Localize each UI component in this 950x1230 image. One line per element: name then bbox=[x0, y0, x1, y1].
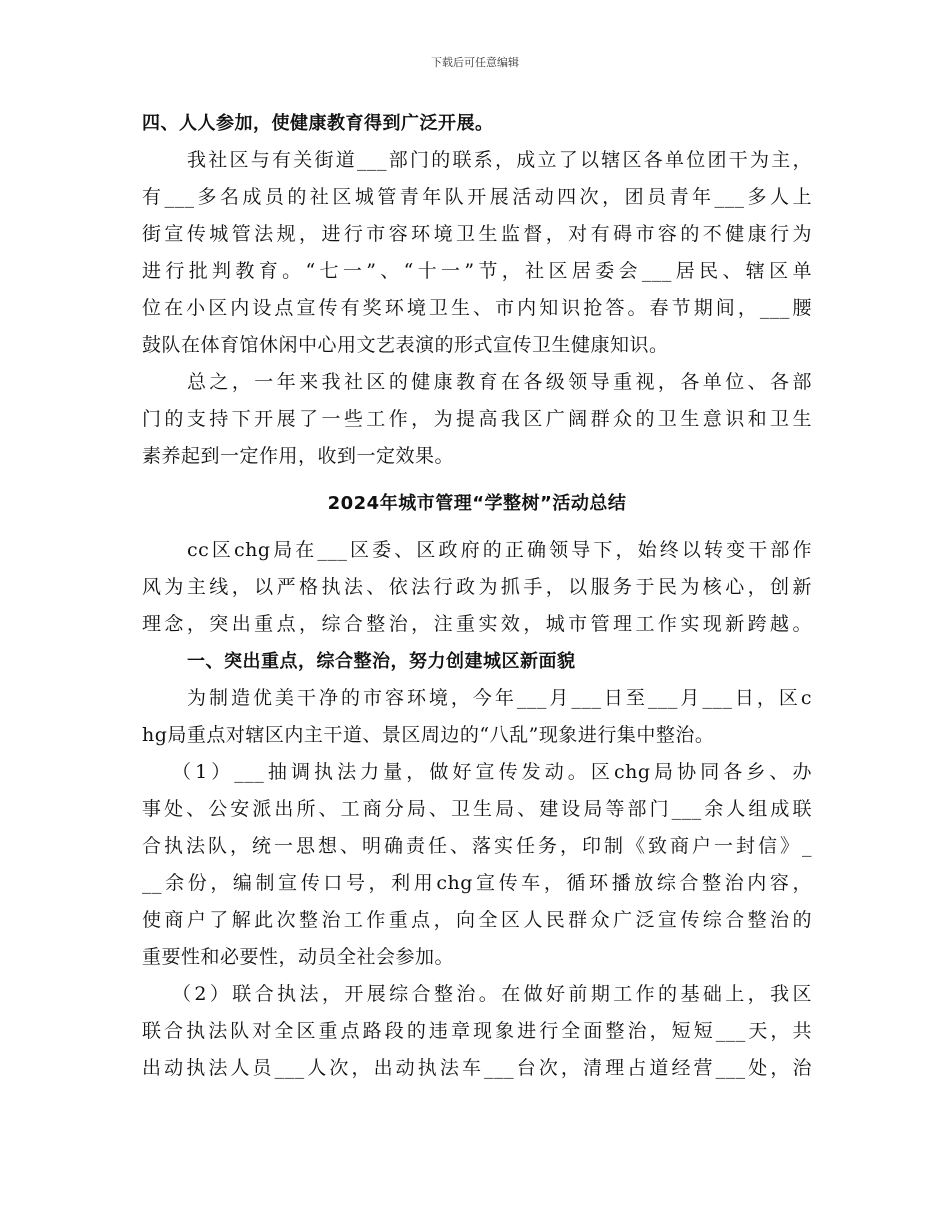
paragraph-line: 事处、公安派出所、工商分局、卫生局、建设局等部门___余人组成联 bbox=[142, 798, 812, 820]
paragraph-line: 我社区与有关街道___部门的联系，成立了以辖区各单位团干为主， bbox=[187, 149, 812, 171]
section-heading: 四、人人参加，使健康教育得到广泛开展。 bbox=[142, 113, 494, 134]
paragraph-line: 使商户了解此次整治工作重点，向全区人民群众广泛宣传综合整治的 bbox=[142, 909, 812, 931]
paragraph-line: 街宣传城管法规，进行市容环境卫生监督，对有碍市容的不健康行为 bbox=[142, 223, 812, 245]
paragraph-line: 有___多名成员的社区城管青年队开展活动四次，团员青年___多人上 bbox=[142, 186, 812, 208]
paragraph-line: cc区chg局在___区委、区政府的正确领导下，始终以转变干部作 bbox=[187, 539, 812, 561]
article-title: 2024年城市管理“学整树”活动总结 bbox=[327, 493, 627, 514]
paragraph-line: 鼓队在体育馆休闲中心用文艺表演的形式宣传卫生健康知识。 bbox=[142, 334, 669, 356]
paragraph-line: hg局重点对辖区内主干道、景区周边的“八乱”现象进行集中整治。 bbox=[142, 724, 715, 746]
paragraph-line: 出动执法人员___人次，出动执法车___台次，清理占道经营___处，治 bbox=[142, 1057, 812, 1079]
paragraph-line: （2）联合执法，开展综合整治。在做好前期工作的基础上，我区 bbox=[172, 983, 812, 1005]
paragraph-line: 总之，一年来我社区的健康教育在各级领导重视，各单位、各部 bbox=[187, 371, 812, 393]
paragraph-line: __余份，编制宣传口号，利用chg宣传车，循环播放综合整治内容， bbox=[142, 872, 812, 894]
paragraph-line: 重要性和必要性，动员全社会参加。 bbox=[142, 946, 455, 968]
paragraph-line: 风为主线，以严格执法、依法行政为抓手，以服务于民为核心，创新 bbox=[142, 576, 812, 598]
paragraph-line: 位在小区内设点宣传有奖环境卫生、市内知识抢答。春节期间，___腰 bbox=[142, 297, 812, 319]
paragraph-line: 门的支持下开展了一些工作，为提高我区广阔群众的卫生意识和卫生 bbox=[142, 408, 812, 430]
paragraph-line: 理念，突出重点，综合整治，注重实效，城市管理工作实现新跨越。 bbox=[142, 613, 812, 635]
paragraph-line: 合执法队，统一思想、明确责任、落实任务，印制《致商户一封信》_ bbox=[142, 835, 812, 857]
paragraph-line: 联合执法队对全区重点路段的违章现象进行全面整治，短短___天，共 bbox=[142, 1020, 812, 1042]
paragraph-line: 进行批判教育。“七一”、“十一”节，社区居委会___居民、辖区单 bbox=[142, 260, 812, 282]
paragraph-line: （1）___抽调执法力量，做好宣传发动。区chg局协同各乡、办 bbox=[172, 761, 812, 783]
section-subheading: 一、突出重点，综合整治，努力创建城区新面貌 bbox=[187, 651, 576, 672]
paragraph-line: 素养起到一定作用，收到一定效果。 bbox=[142, 445, 455, 467]
page-header-note: 下载后可任意编辑 bbox=[431, 56, 519, 69]
paragraph-line: 为制造优美干净的市容环境，今年___月___日至___月___日，区c bbox=[187, 687, 812, 709]
document-body bbox=[142, 105, 812, 1087]
